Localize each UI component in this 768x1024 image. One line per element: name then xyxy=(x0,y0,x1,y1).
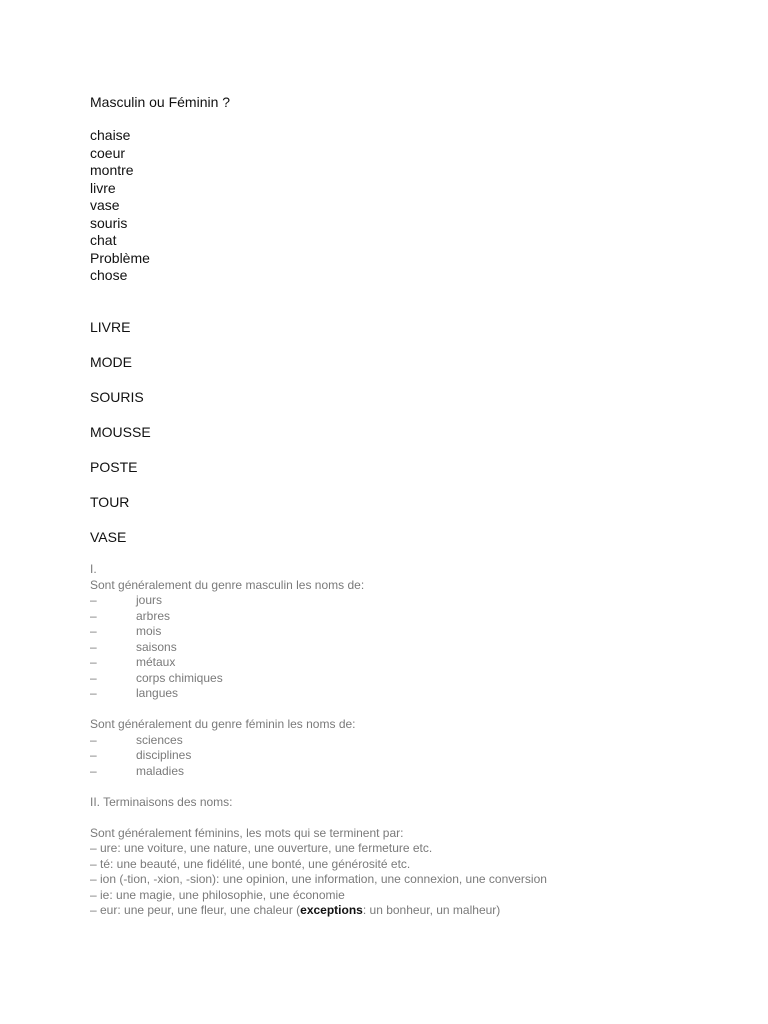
caps-word-item: LIVRE xyxy=(90,319,131,335)
section-one xyxy=(90,562,547,919)
masculine-item: – métaux xyxy=(90,655,176,669)
word-item: chat xyxy=(90,232,117,248)
section-one-heading: I. xyxy=(90,562,97,576)
ending-line: – ion (-tion, -xion, -sion): une opinion, une information, une connexion, une conversion xyxy=(90,872,547,886)
caps-word-item: MODE xyxy=(90,354,132,370)
masculine-item: – corps chimiques xyxy=(90,670,223,685)
word-list xyxy=(90,127,150,285)
masculine-item: – jours xyxy=(90,593,163,607)
ending-line: – té: une beauté, une fidélité, une bonté, une générosité etc. xyxy=(90,856,411,871)
exceptions-label: exceptions xyxy=(300,903,363,917)
caps-word-item: POSTE xyxy=(90,459,138,475)
feminine-item: – sciences xyxy=(90,732,183,747)
caps-word-item: MOUSSE xyxy=(90,424,151,440)
endings-intro: Sont généralement féminins, les mots qui se terminent par: xyxy=(90,825,404,840)
page-title: Masculin ou Féminin ? xyxy=(90,94,231,110)
ending-line-eur: – eur: une peur, une fleur, une chaleur (exceptions: un bonheur, un malheur) xyxy=(90,903,501,917)
caps-word-item: TOUR xyxy=(90,494,130,510)
masculine-intro: Sont généralement du genre masculin les noms de: xyxy=(90,577,365,592)
feminine-item: – disciplines xyxy=(90,748,192,762)
masculine-item: – arbres xyxy=(90,608,171,623)
ending-line: – ure: une voiture, une nature, une ouverture, une fermeture etc. xyxy=(90,841,433,855)
word-item: livre xyxy=(90,179,116,196)
ending-line: – ie: une magie, une philosophie, une économie xyxy=(90,887,345,902)
word-item: montre xyxy=(90,162,134,178)
caps-word-list xyxy=(90,319,151,564)
caps-word-item: VASE xyxy=(90,529,127,545)
masculine-item: – saisons xyxy=(90,639,177,654)
section-two-heading: II. Terminaisons des noms: xyxy=(90,794,233,809)
word-item: Problème xyxy=(90,249,150,266)
caps-word-item: SOURIS xyxy=(90,389,144,405)
word-item: souris xyxy=(90,214,128,231)
masculine-item: – mois xyxy=(90,624,162,638)
word-item: chaise xyxy=(90,127,131,143)
feminine-item: – maladies xyxy=(90,763,185,778)
word-item: coeur xyxy=(90,144,126,161)
word-item: vase xyxy=(90,197,120,213)
word-item: chose xyxy=(90,267,128,283)
feminine-intro: Sont généralement du genre féminin les noms de: xyxy=(90,717,356,731)
masculine-item: – langues xyxy=(90,686,179,700)
